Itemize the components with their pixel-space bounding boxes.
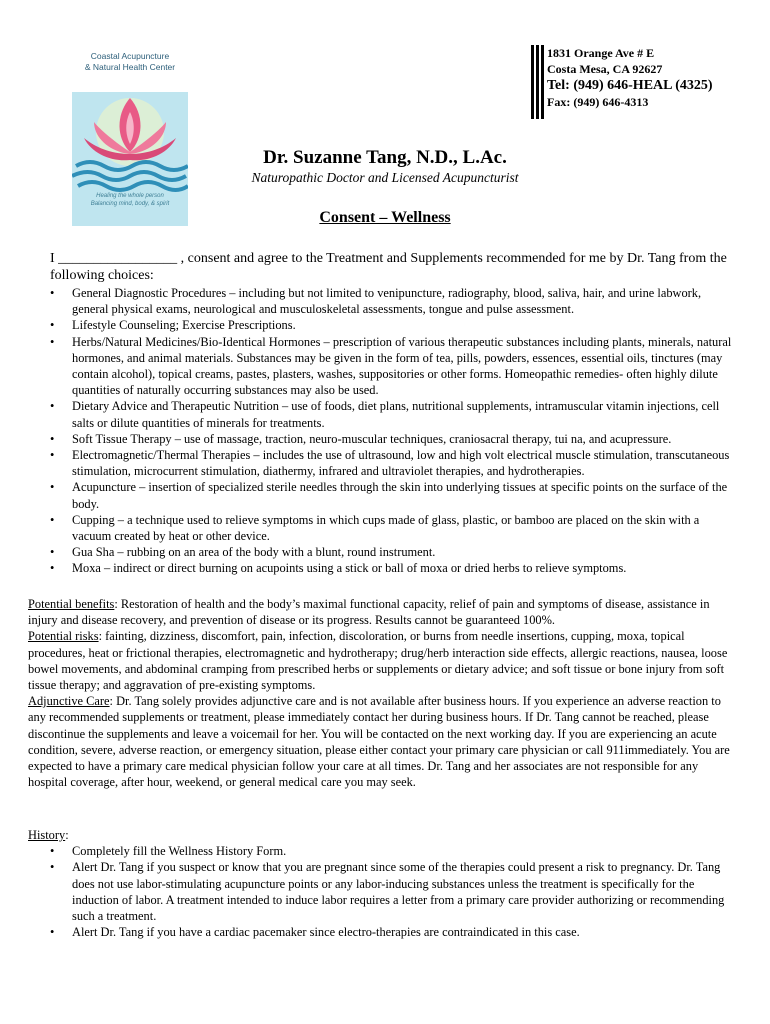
choice-item: • Electromagnetic/Thermal Therapies – includes the use of ultrasound, low and high volt electrical muscle stimulation, transcutaneous stimulation, microcurrent stimulation, diathermy, infrared and ultraviolet therapies, and hydrotherapies. [50,447,740,479]
adjunctive-text: : Dr. Tang solely provides adjunctive care and is not available after business hours. If you experience an adverse reaction to any recommended supplements or treatment, please immediately contact her during business hours. If Dr. Tang cannot be reached, please discontinue the supplements and leave a voicemail for her. You will be contacted on the next working day. If you are experiencing an acute condition, severe, adverse reaction, or emergency situation, please either contact your primary care physician or call 911immediately. You are expected to have a primary care medical physician follow your care at all times. Dr. Tang and her associates are not responsible for any hospital coverage, after hour, weekend, or general medical care you may seek. [28,694,730,790]
contact-block [547,46,713,111]
choice-item: • Gua Sha – rubbing on an area of the body with a blunt, round instrument. [50,544,740,560]
history-heading [28,827,740,843]
choice-item: • Cupping – a technique used to relieve symptoms in which cups made of glass, plastic, or bamboo are placed on the skin with a vacuum created by heat or other device. [50,512,740,544]
benefits-label: Potential benefits [28,597,115,611]
risks-label: Potential risks [28,629,99,644]
contact-divider [531,45,534,119]
risks-paragraph [28,628,740,693]
history-item: • Alert Dr. Tang if you suspect or know that you are pregnant since some of the therapies could present a risk to pregnancy. Dr. Tang does not use labor-stimulating acupuncture points or any labor-inducing substances unless the treatment is specifically for the induction of labor. A treatment intended to induce labor requires a letter from a primary care provider authorizing or recommending such a treatment. [50,859,740,924]
address-line2: Costa Mesa, CA 92627 [547,61,663,76]
logo-tagline-line1: Healing the whole person [96,193,164,199]
history-item: • Alert Dr. Tang if you have a cardiac pacemaker since electro-therapies are contraindicated in this case. [50,924,740,940]
choice-item: • Soft Tissue Therapy – use of massage, traction, neuro-muscular techniques, craniosacral therapy, tui na, and acupressure. [50,431,740,447]
contact-divider [536,45,539,119]
phone: Tel: (949) 646-HEAL (4325) [547,78,713,93]
adjunctive-paragraph [28,693,740,790]
doctor-name: Dr. Suzanne Tang, N.D., L.Ac. [263,147,507,168]
address-line1: 1831 Orange Ave # E [547,46,655,60]
history-list [50,843,740,940]
treatment-choices [50,285,740,577]
doctor-credentials: Naturopathic Doctor and Licensed Acupuncturist [251,170,519,185]
logo-tagline-line2: Balancing mind, body, & spirit [90,200,170,207]
history-colon: : [65,828,69,842]
history-section [28,827,740,940]
choice-item: • Acupuncture – insertion of specialized sterile needles through the skin into underlying tissues at specific points on the surface of the body. [50,479,740,511]
consent-intro: I _________________ , consent and agree to the Treatment and Supplements recommended for me by Dr. Tang from the following choices: [50,251,727,283]
logo-tagline [72,193,188,208]
consent-paragraphs [28,596,740,790]
choice-list [50,285,740,577]
benefits-text: : Restoration of health and the body’s maximal functional capacity, relief of pain and symptoms of disease, assistance in injury and disease recovery, and prevention of disease or its progress. Results cannot be guaranteed 100%. [28,597,710,628]
choice-item: • Lifestyle Counseling; Exercise Prescriptions. [50,317,740,333]
choice-item: • Dietary Advice and Therapeutic Nutrition – use of foods, diet plans, nutritional supplements, intramuscular vitamin injections, cell salts or dilute quantities of minerals for treatments. [50,398,740,430]
fax: Fax: (949) 646-4313 [547,95,649,109]
choice-item: • Herbs/Natural Medicines/Bio-Identical Hormones – prescription of various therapeutic substances including plants, minerals, natural hormones, and animal materials. Substances may be given in the form of tea, pills, powders, essences, essential oils, tinctures (may contain alcohol), topical creams, pastes, plasters, washes, suppositories or other forms. Homeopathic remedies- often highly dilute quantities of naturally occurring substances may also be used. [50,334,740,399]
choice-item: • Moxa – indirect or direct burning on acupoints using a stick or ball of moxa or dried herbs to relieve symptoms. [50,560,740,576]
logo-name-line2: & Natural Health Center [84,62,176,72]
form-title: Consent – Wellness [319,209,451,226]
risks-text: : fainting, dizziness, discomfort, pain, infection, discoloration, or burns from needle insertions, cupping, moxa, topical procedures, heat or frictional therapies, electromagnetic and hydrotherapy; drug/herb interaction side effects, allergic reactions, nausea, loose bowel movements, and abdominal cramping from prescribed herbs or supplements or dietary advice; and soft tissue or bone injury from soft tissue therapy; and aggravation of pre-existing symptoms. [28,629,728,693]
history-label: History [28,828,66,842]
adjunctive-label: Adjunctive Care [28,694,110,709]
benefits-paragraph [28,596,740,628]
logo-name-line1: Coastal Acupuncture [90,51,170,61]
history-item: • Completely fill the Wellness History Form. [50,843,740,859]
contact-divider [541,45,544,119]
logo-name [60,51,200,73]
choice-item: • General Diagnostic Procedures – including but not limited to venipuncture, radiography, blood, saliva, hair, and urine labwork, general physical exams, neurological and musculoskeletal assessments, tongue and pulse assessment. [50,285,740,317]
